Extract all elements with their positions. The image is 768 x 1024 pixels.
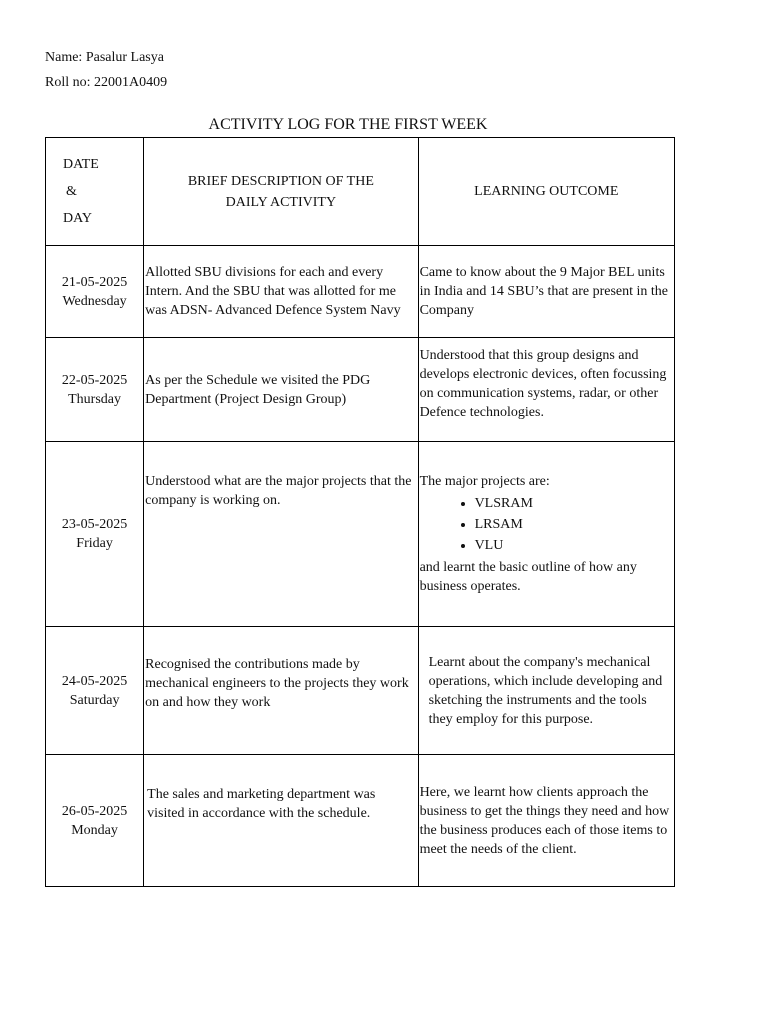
row-date: 23-05-2025 [61,517,128,532]
date-cell [46,338,144,442]
date-cell [46,442,144,627]
page-title: ACTIVITY LOG FOR THE FIRST WEEK [208,116,488,133]
row-date: 22-05-2025 [61,372,128,388]
row-outcome: Learnt about the company's mechanical operations, which include developing and sketching the instruments and the tools they employ for this purpose. [428,654,663,727]
row-outcome: Understood that this group designs and develops electronic devices, often focussing on communication systems, radar, or other Defence technologies. [419,348,667,420]
row-day: Monday [71,822,118,838]
row-outcome: Came to know about the 9 Major BEL units in India and 14 SBU’s that are present in the Company [419,265,669,318]
header-day: DAY [63,211,93,226]
header-date: DATE [63,157,99,172]
header-description [144,138,418,246]
description-cell [144,442,418,627]
row-description: Recognised the contributions made by mechanical engineers to the projects they work on and how they work [145,657,409,710]
roll-number: Roll no: 22001A0409 [45,75,168,90]
table-row [46,338,675,442]
row-description: The sales and marketing department was visited in accordance with the schedule. [147,787,376,821]
row-day: Saturday [69,692,120,708]
table-row [46,755,675,887]
row-outcome-outro: and learnt the basic outline of how any business operates. [419,560,637,594]
list-item: • VLU [475,535,672,556]
row-day: Wednesday [62,293,127,309]
header-outcome-label: LEARNING OUTCOME [474,184,619,199]
list-item: • LRSAM [475,514,672,535]
row-date: 26-05-2025 [61,803,128,819]
outcome-cell [418,627,674,755]
outcome-cell [418,442,674,627]
row-outcome: Here, we learnt how clients approach the business to get the things they need and how the business produces each of those items to meet the needs of the client. [419,784,670,857]
outcome-cell [418,246,674,338]
row-date: 21-05-2025 [61,274,128,290]
outcome-cell [418,755,674,887]
row-description: As per the Schedule we visited the PDG Department (Project Design Group) [145,372,371,407]
student-name: Name: Pasalur Lasya [45,50,164,65]
row-description: Understood what are the major projects that the company is working on. [145,474,412,508]
row-day: Thursday [68,391,122,407]
outcome-cell [418,338,674,442]
row-date: 24-05-2025 [61,673,128,689]
header-ampersand: & [66,184,77,199]
date-cell [46,246,144,338]
description-cell [144,246,418,338]
row-description: Allotted SBU divisions for each and every Intern. And the SBU that was allotted for me was ADSN- Advanced Defence System Navy [145,265,401,318]
description-cell [144,338,418,442]
table-row [46,627,675,755]
header-outcome [418,138,674,246]
project-list [420,493,672,556]
table-header-row [46,138,675,246]
description-cell [144,755,418,887]
header-description-label: BRIEF DESCRIPTION OF THE DAILY ACTIVITY [187,173,374,210]
header-date-day [46,138,144,246]
table-row [46,246,675,338]
list-item: • VLSRAM [475,493,672,514]
description-cell [144,627,418,755]
table-row [46,442,675,627]
row-day: Friday [76,536,113,551]
date-cell [46,627,144,755]
activity-log-table [45,137,675,887]
row-outcome-intro: The major projects are: [419,474,550,489]
date-cell [46,755,144,887]
